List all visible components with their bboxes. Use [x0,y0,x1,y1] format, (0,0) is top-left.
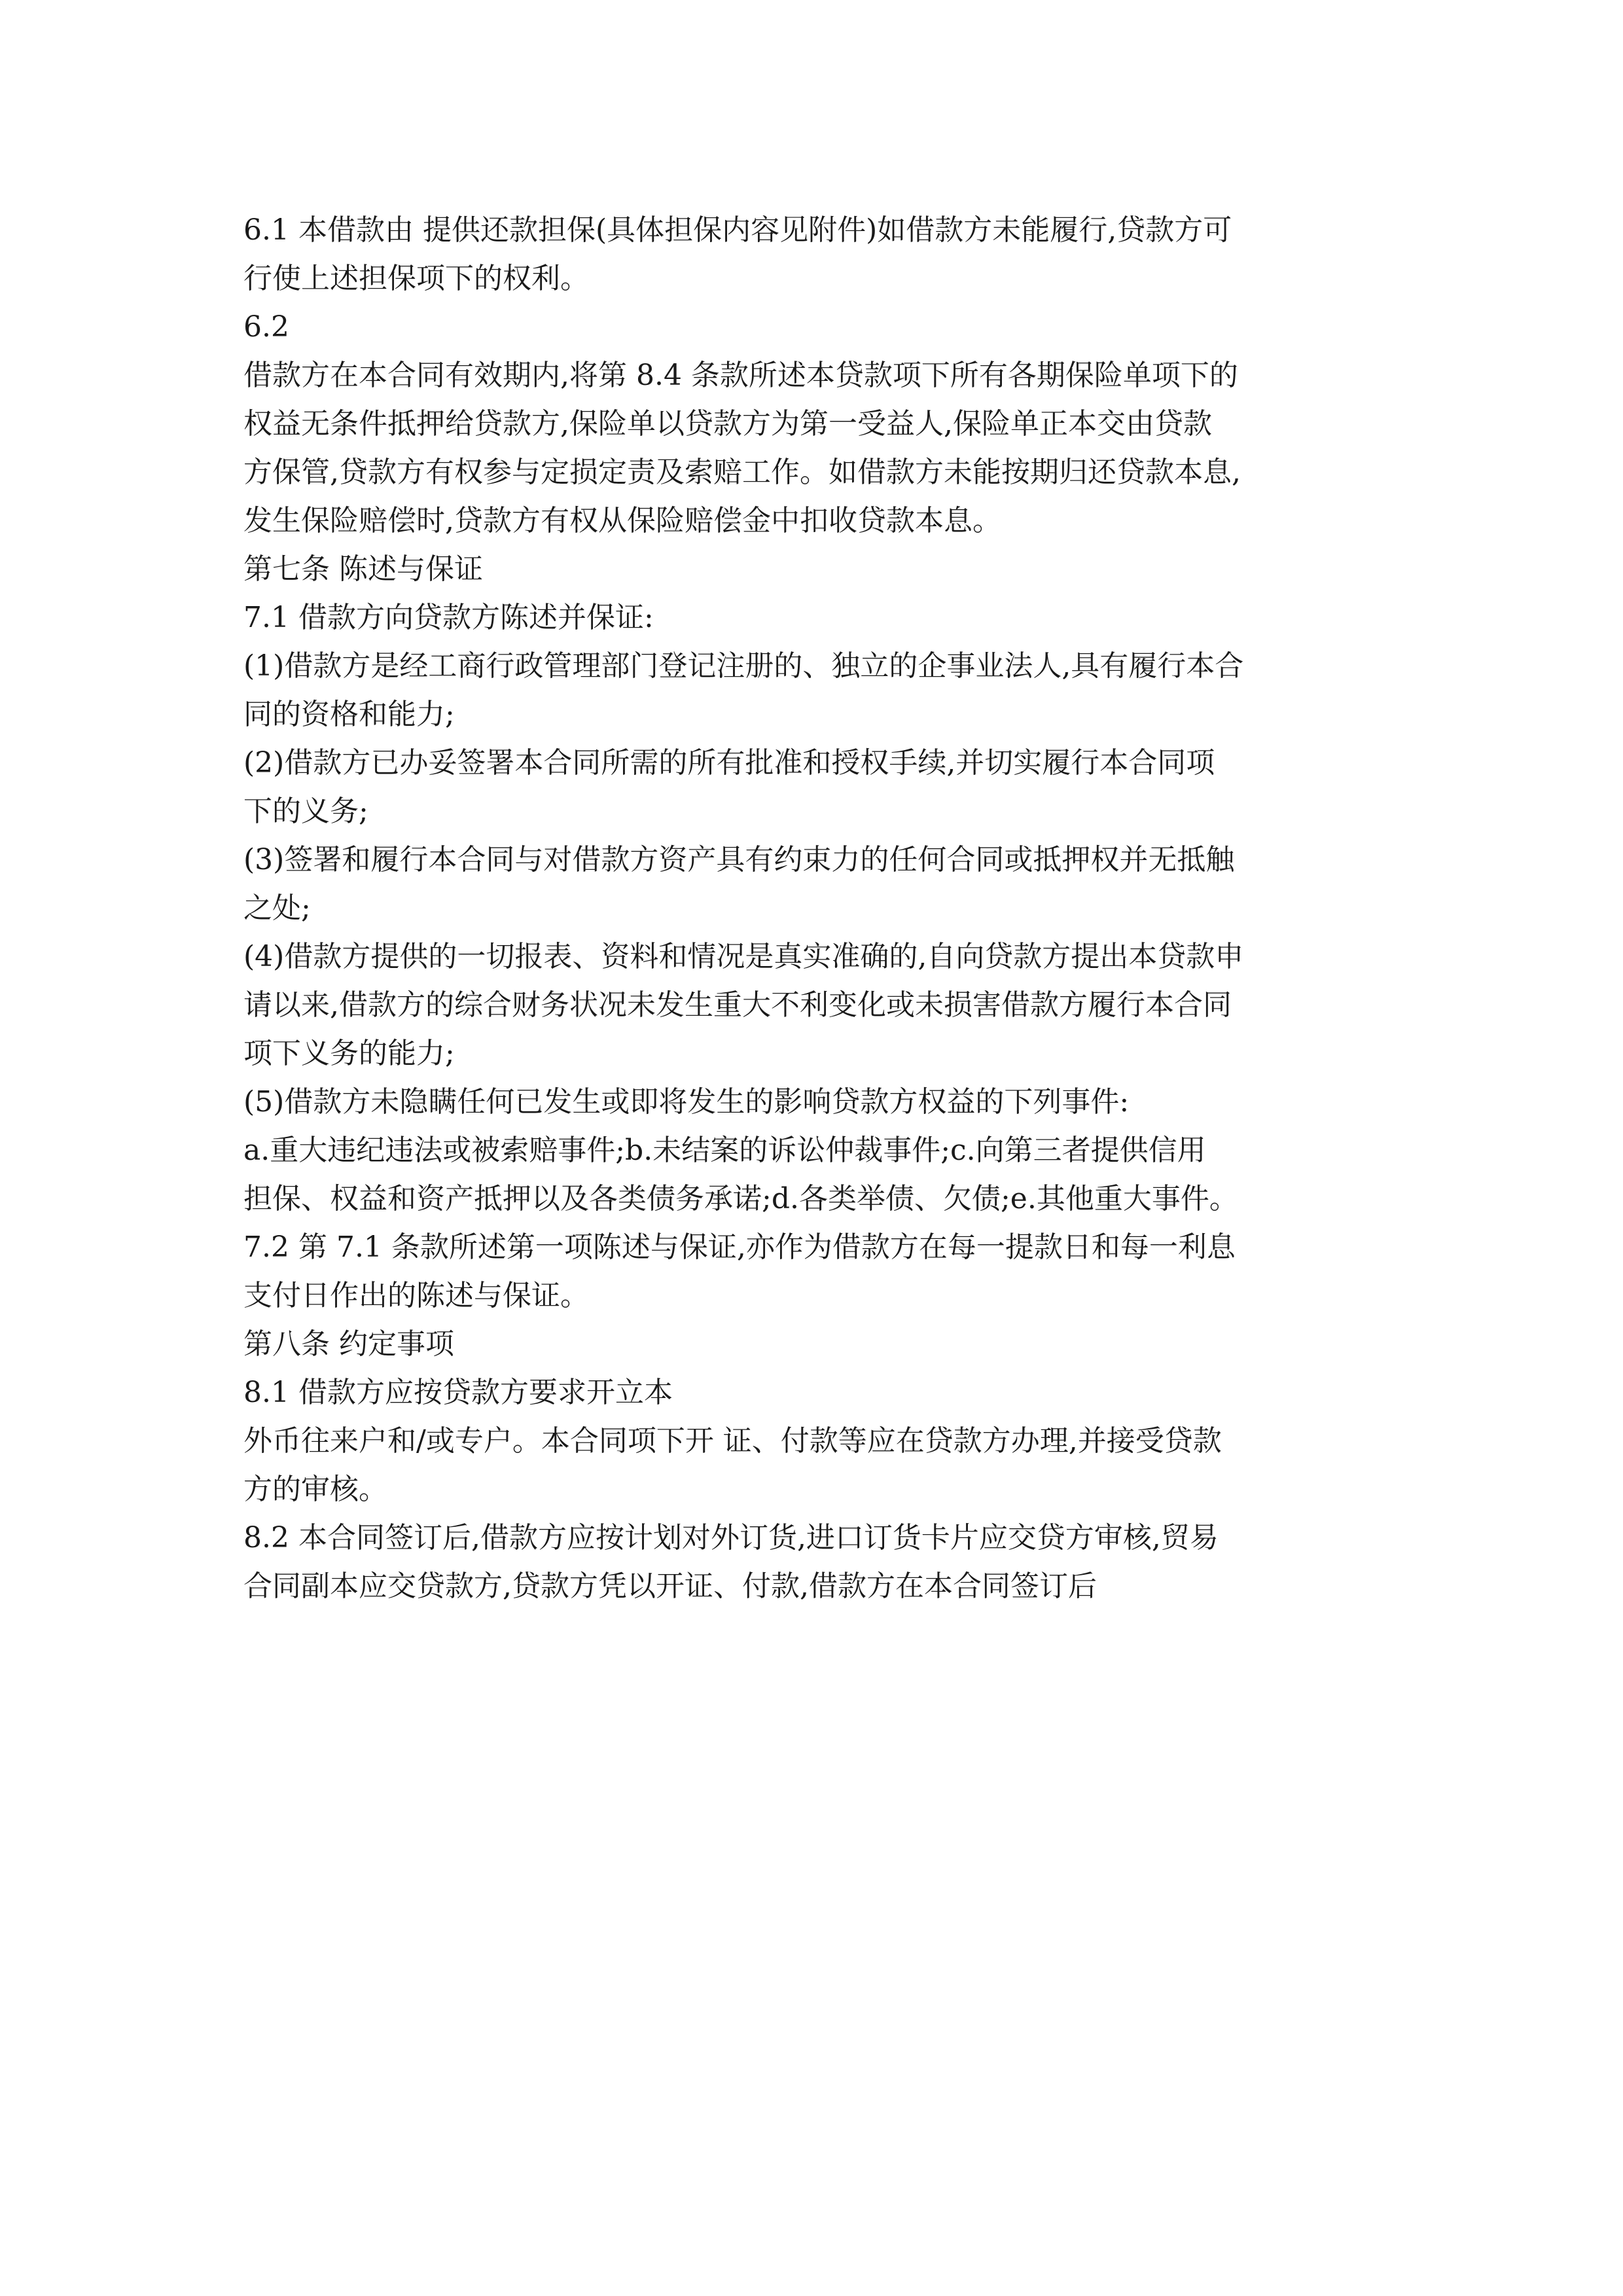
text-line: 借款方在本合同有效期内,将第 8.4 条款所述本贷款项下所有各期保险单项下的 [243,359,1238,392]
text-line: 之处; [243,891,311,925]
text-line: (4)借款方提供的一切报表、资料和情况是真实准确的,自向贷款方提出本贷款申 [243,940,1244,973]
text-line: 8.1 借款方应按贷款方要求开立本 [243,1376,673,1409]
document-body [243,206,1395,1611]
text-line: 发生保险赔偿时,贷款方有权从保险赔偿金中扣收贷款本息。 [243,504,1001,537]
text-line: (3)签署和履行本合同与对借款方资产具有约束力的任何合同或抵押权并无抵触 [243,843,1235,876]
text-line: 外币往来户和/或专户。本合同项下开 证、付款等应在贷款方办理,并接受贷款 [243,1424,1222,1458]
text-line: 项下义务的能力; [243,1037,455,1070]
text-line: 权益无条件抵押给贷款方,保险单以贷款方为第一受益人,保险单正本交由贷款 [243,407,1212,440]
text-line: 担保、权益和资产抵押以及各类债务承诺;d.各类举债、欠债;e.其他重大事件。 [243,1182,1238,1215]
text-line: 请以来,借款方的综合财务状况未发生重大不利变化或未损害借款方履行本合同 [243,988,1232,1022]
section-heading: 第七条 陈述与保证 [243,552,483,586]
text-line: 7.2 第 7.1 条款所述第一项陈述与保证,亦作为借款方在每一提款日和每一利息 [243,1230,1236,1264]
text-line: 方保管,贷款方有权参与定损定责及索赔工作。如借款方未能按期归还贷款本息, [243,456,1241,489]
section-heading: 第八条 约定事项 [243,1327,454,1361]
text-line: (1)借款方是经工商行政管理部门登记注册的、独立的企事业法人,具有履行本合 [243,649,1244,683]
text-line: 支付日作出的陈述与保证。 [243,1279,589,1312]
text-line: (5)借款方未隐瞒任何已发生或即将发生的影响贷款方权益的下列事件: [243,1085,1130,1119]
text-line: (2)借款方已办妥签署本合同所需的所有批准和授权手续,并切实履行本合同项 [243,746,1215,780]
text-line: 合同副本应交贷款方,贷款方凭以开证、付款,借款方在本合同签订后 [243,1570,1097,1603]
text-line: 行使上述担保项下的权利。 [243,262,589,295]
text-line: 7.1 借款方向贷款方陈述并保证: [243,601,654,634]
text-line: 方的审核。 [243,1473,387,1506]
text-line: 下的义务; [243,795,368,828]
text-line: 6.2 [243,310,289,344]
text-line: 6.1 本借款由 提供还款担保(具体担保内容见附件)如借款方未能履行,贷款方可 [243,213,1232,247]
text-line: 同的资格和能力; [243,698,455,731]
text-line: a.重大违纪违法或被索赔事件;b.未结案的诉讼仲裁事件;c.向第三者提供信用 [243,1134,1206,1167]
text-line: 8.2 本合同签订后,借款方应按计划对外订货,进口订货卡片应交贷方审核,贸易 [243,1521,1219,1554]
